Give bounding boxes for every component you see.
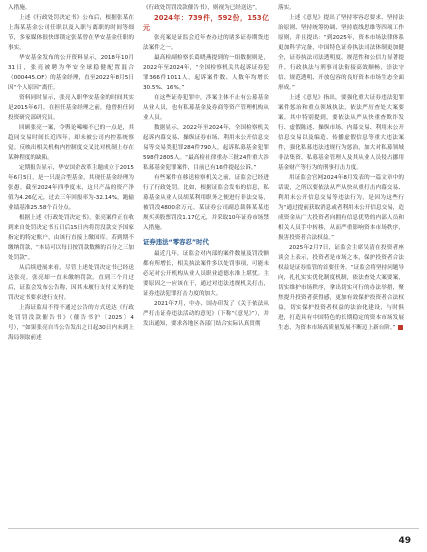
- paragraph: 用证监会官网2024年8月发表的一篇文章中的话说，之所以要依法从严从快从重打击内幕交易、利用未公开信息交易等违法行为，是因为这些行为“通过提前获取消息或者利用未公开信息交易，造成资金从广大投资者向拥有信息优势的内部人员和相关人员手中转移，从而严重影响资本市场秩序，损害投资者合法权益。”: [278, 175, 404, 241]
- paragraph: 在这些证券犯罪中，涉案主体不止有公募基金从业人员，也有私募基金及券商等资产管理机构从业人员。: [143, 95, 269, 121]
- paragraph: 2025年2月7日，证监会主席吴清在投资者座谈会上表示，投资者是市场之本，保护投资者合法权益是证券监管的首要任务。“证监会将坚持问题导向，扎扎实实优化制度机制，依法查处大案要案，切实维护市场秩序，拿出切实可行的办法举措，聚焦提升投资者获得感，更加有效保护投资者合法权益，切实保护投资者权益的法治化建设，与时俱进，打造具有中国特色的长期稳定的资本市场发展生态，为资本市场高质量发展不断迈上新台阶。”: [278, 245, 404, 331]
- column-1: [8, 3, 134, 525]
- end-mark-icon: [398, 325, 403, 330]
- paragraph: 最近几年，证监会对内部的案件数量及罚没额都有所增长，相关执法案件多以处罚事项，可能未必足对公开机构从业人员职业道德水准上堪忧。主要原因之一应该在于，通过对违法违规机关打击，证券违法犯罪打击力度的加大。: [143, 251, 269, 297]
- paragraph: 回顾张亮一案，令舆论唏嘘不已的一点是，其趋同交易时间长近四年，却未被公司内控系统察觉。反映出相关机构内控制度交叉比对机制上存在某种程度的缺陷。: [8, 125, 134, 161]
- paragraph: 资料同时显示，张亮入职华安基金的时间其实是2015年6月，在担任基金经理之前，他曾担任同投资研究部研究员。: [8, 95, 134, 121]
- paragraph: 定期报告显示，华安国企改革主题成立于2015年6月5日，是一只混合型基金，其现任基金经理为张愚。截至2024年四季度末，这只产品的资产净值为4.26亿元，过去三年回报率为-32.14%，跑输业绩基准25.58个百分点。: [8, 165, 134, 211]
- paragraph: 上述《意见》提出了坚持零容忍要求、坚持法治原则、坚持统筹协调、坚持底线思维等四项工作原则，并且提出：“到2025年，资本市场法律体系更加科学完备，中国特色证券执法司法体制更加健全，证券执法司法透明度、规范性和公信力显著提升，行政执法与刑事司法衔接高效顺畅，崇法守信、规范透明、开放包容的良好资本市场生态全面形成。”: [278, 15, 404, 91]
- paragraph: 2021年7月，中办、国办印发了《关于依法从严打击证券违法活动的意见》（下称“《意见》”），并发出通知，要求各地区各部门结合实际认真贯彻: [143, 301, 269, 327]
- paragraph: 入措施。: [8, 5, 31, 11]
- paragraph: 华安基金发布的公开资料显示，2018年10月31日，张亮被聘为华安全球稳健配置混合（000445.OF）的基金经理，直至2022年8月5日因“个人原因”离任。: [8, 55, 134, 91]
- page-footer: [0, 526, 427, 552]
- paragraph: 落实。: [278, 5, 295, 11]
- paragraph: 上述《行政处罚决定书》公布后，根据张某在上海某基金公司任职以及入职与离职的时间等细节，多家媒体很快即锁定张某曾在华安基金任职的事实。: [8, 15, 134, 51]
- highlight-stat: 2024年：739件，592份，153亿元: [143, 14, 269, 32]
- column-3: [278, 3, 404, 525]
- column-2: [143, 3, 269, 525]
- paragraph: 《行政处罚罚没款催告书》，则视为已经送达”。: [143, 5, 261, 11]
- paragraph: 从后续进展来看，尽管上述处罚决定书已经送达张亮，张亮却一直未缴纳罚款。直到三个月过后，证监会发布公告称，因其未履行支付义务的处罚决定书要求进行支付。: [8, 265, 134, 301]
- paragraph: 上述《意见》指出，要强化重大证券违法犯罪案件惩治和重点领域执法，依法严厉查处大案要案。其中特别提到，要依法从严从快重查欺诈发行、虚假陈述、操纵市场、内幕交易、利用未公开信息交易以及编造、传播虚假信息等重大违法案件，强化私募违法违规行为惩治，加大对私募领域非法集资、私募基金管理人及其从业人员侵占挪用基金财产等行为的刑事打击力度。: [278, 95, 404, 171]
- page-number: 49: [398, 536, 411, 546]
- section-heading: 证券违法“零容忍”时代: [143, 238, 209, 246]
- paragraph: 有些案件在移送检察机关之前，证监会已经进行了行政处罚。比如，根据证监会发布的信息，私募基金从业人员胡某利用职务之便进行非法交易，被罚没4800余万元。某证券公司副总裁韩某某违规买卖股票罚没1.17亿元，并采取10年证券市场禁入措施。: [143, 175, 269, 231]
- paragraph: 上海证监局不得不通过公告的方式送达《行政处罚罚没款催告书》（催告书沪〔2025〕4号），“如果张亮自当公告发出之日起30日内未到上海局领取前述: [8, 305, 134, 341]
- footer-rule: [8, 528, 419, 529]
- paragraph: 最高检副检察长葛晓燕提到的一组数据则是，2022年至2024年，“全国检察机关共起诉证券犯罪366件1011人，起诉案件数、人数年均增长30.5%、16%。”: [143, 55, 269, 91]
- paragraph: 根据上述《行政处罚决定书》，张亮案件正在收到来自处罚决定书五日后15日内将罚没款交予国家指定的特定账户，由该行直接上缴国库。若到期不缴纳罚款，“本局可以每日按罚款数额的百分之三加处罚款”。: [8, 215, 134, 261]
- paragraph: 数据显示，2022年至2024年，全国检察机关起诉内幕交易、操纵证券市场、利用未公开信息交易等交易类犯罪284件790人，起诉私募基金犯罪598件2805人。“最高检社律重办三批24件重大涉私募基金犯罪案件，目前已有16件提起公诉。”: [143, 125, 269, 171]
- paragraph: 张亮案是证监会近年查办过的诸多证券期货违法案件之一。: [143, 35, 269, 51]
- article-body: [8, 3, 406, 525]
